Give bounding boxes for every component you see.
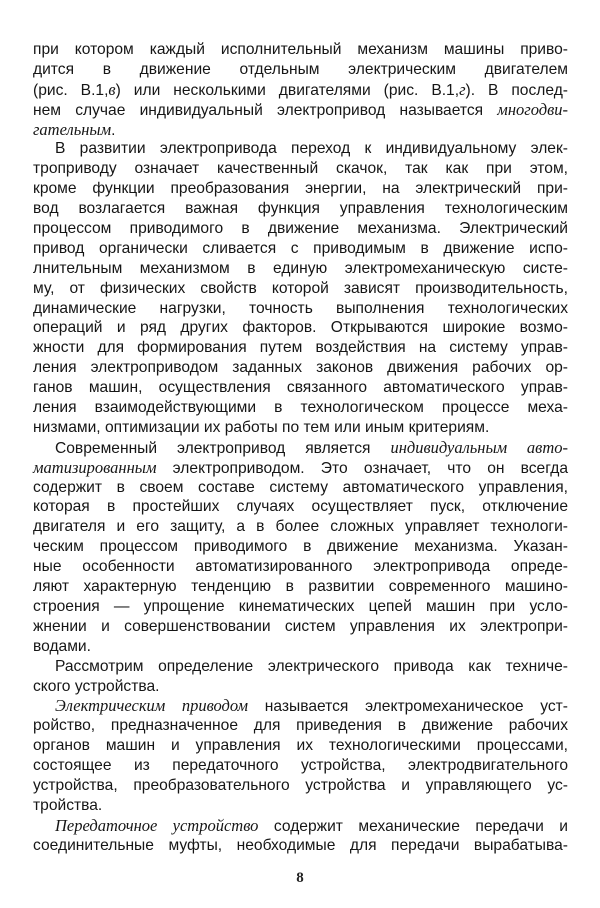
italic-term: Электрическим приводом [55,696,249,716]
text-line [33,736,568,756]
text-line [33,537,568,557]
text-line [33,159,568,179]
paragraph [33,816,568,856]
italic-term: Передаточное устройство [55,815,259,835]
text-segment: органов машин и управления их технологическими процессами, [33,737,568,755]
text-line [33,338,568,358]
text-segment: называется электромеханическое уст- [248,698,568,716]
text-line [33,139,568,159]
text-line [33,199,568,219]
text-line [33,279,568,299]
text-line [33,458,568,478]
text-segment: водами. [33,637,91,655]
text-segment: двигателя и его защиту, а в более сложных управляет технологи- [33,518,568,536]
text-segment: ляют характерную тенденцию в развитии современного машино- [33,578,568,596]
text-segment: ). В послед- [465,81,568,99]
text-line [33,80,568,100]
text-line [33,100,568,120]
paragraph [33,657,568,697]
text-line [33,318,568,338]
text-line [33,637,568,657]
text-line [33,438,568,458]
text-segment: ческим процессом приводимого в движение механизма. Указан- [33,538,568,556]
text-segment: динамические нагрузки, точность выполнения технологических [33,299,568,317]
text-segment: состоящее из передаточного устройства, электродвигательного [33,757,568,775]
paragraph [33,139,568,437]
italic-term: гательным [33,119,112,139]
text-segment: . [111,121,116,139]
text-segment: содержит в своем составе систему автоматического управления, [33,478,568,496]
text-segment: привод органически сливается с приводимым в движение испо- [33,239,568,257]
italic-term: в [108,79,116,99]
text-segment: устройства, преобразовательного устройства и управляющего ус- [33,776,568,794]
text-segment: вод возлагается важная функция управления технологическим [33,200,568,218]
text-segment: ) или несколькими двигателями (рис. В.1, [115,81,460,99]
text-line [33,716,568,736]
text-segment: низмами, оптимизации их работы по тем или иным критериям. [33,418,490,436]
text-line [33,40,568,60]
text-segment: му, от физических свойств которой зависят производительность, [33,279,568,297]
text-segment: троприводу означает качественный скачок, так как при этом, [33,160,568,178]
text-segment: Рассмотрим определение электрического привода как техниче- [55,657,568,675]
text-segment: (рис. В.1, [33,81,109,99]
text-segment: жнении и совершенствовании систем управления их электропри- [33,617,568,635]
text-line [33,418,568,438]
text-segment: при котором каждый исполнительный механизм машины приво- [33,41,568,58]
text-segment: соединительные муфты, необходимые для передачи вырабатыва- [33,836,568,854]
text-line [33,299,568,319]
text-line [33,378,568,398]
text-segment: В развитии электропривода переход к индивидуальному элек- [55,140,568,158]
text-segment: жности для формирования путем воздействия на систему управ- [33,339,568,357]
text-line [33,796,568,816]
text-line [33,239,568,259]
paragraph [33,40,568,139]
text-segment: ления взаимодействующими в технологическом процессе меха- [33,399,568,417]
text-line [33,597,568,617]
text-line [33,816,568,836]
text-segment: ройство, предназначенное для приведения в движение рабочих [33,717,568,735]
paragraph [33,696,568,815]
paragraph [33,438,568,657]
text-line [33,696,568,716]
text-segment: которая в простейших случаях осуществляет пуск, отключение [33,498,568,516]
text-line [33,398,568,418]
text-line [33,219,568,239]
text-line [33,497,568,517]
text-line [33,776,568,796]
italic-term: индивидуальным авто- [390,437,568,457]
italic-term: многодви- [497,99,568,119]
text-segment: кроме функции преобразования энергии, на электрический при- [33,180,568,198]
text-line [33,517,568,537]
text-segment: ганов машин, осуществления связанного автоматического управ- [33,379,568,397]
text-line [33,478,568,498]
text-segment: ления электроприводом заданных законов движения рабочих ор- [33,359,568,377]
italic-term: г [459,79,466,99]
italic-term: матизированным [33,457,157,477]
text-segment: ные особенности автоматизированного электропривода опреде- [33,558,568,576]
text-segment: содержит механические передачи и [258,817,568,835]
text-line [33,617,568,637]
text-line [33,756,568,776]
text-segment: электроприводом. Это означает, что он всегда [156,459,568,477]
text-segment: Современный электропривод является [55,439,391,457]
text-line [33,557,568,577]
text-segment: ского устройства. [33,677,160,695]
text-segment: лнительным механизмом в единую электромеханическую систе- [33,259,568,277]
text-line [33,358,568,378]
text-segment: процессом приводимого в движение механизма. Электрический [33,220,568,238]
text-line [33,60,568,80]
text-line [33,657,568,677]
text-line [33,677,568,697]
text-line [33,577,568,597]
page-number: 8 [296,870,304,886]
text-line [33,259,568,279]
text-segment: тройства. [33,796,103,814]
text-segment: нем случае индивидуальный электропривод называется [33,101,498,119]
text-segment: строения — упрощение кинематических цепей машин при усло- [33,597,568,615]
text-line [33,120,568,140]
page-body [33,40,568,856]
text-segment: операций и ряд других факторов. Открываются широкие возмо- [33,319,568,337]
text-segment: дится в движение отдельным электрическим двигателем [33,60,568,78]
text-line [33,179,568,199]
text-line [33,836,568,856]
